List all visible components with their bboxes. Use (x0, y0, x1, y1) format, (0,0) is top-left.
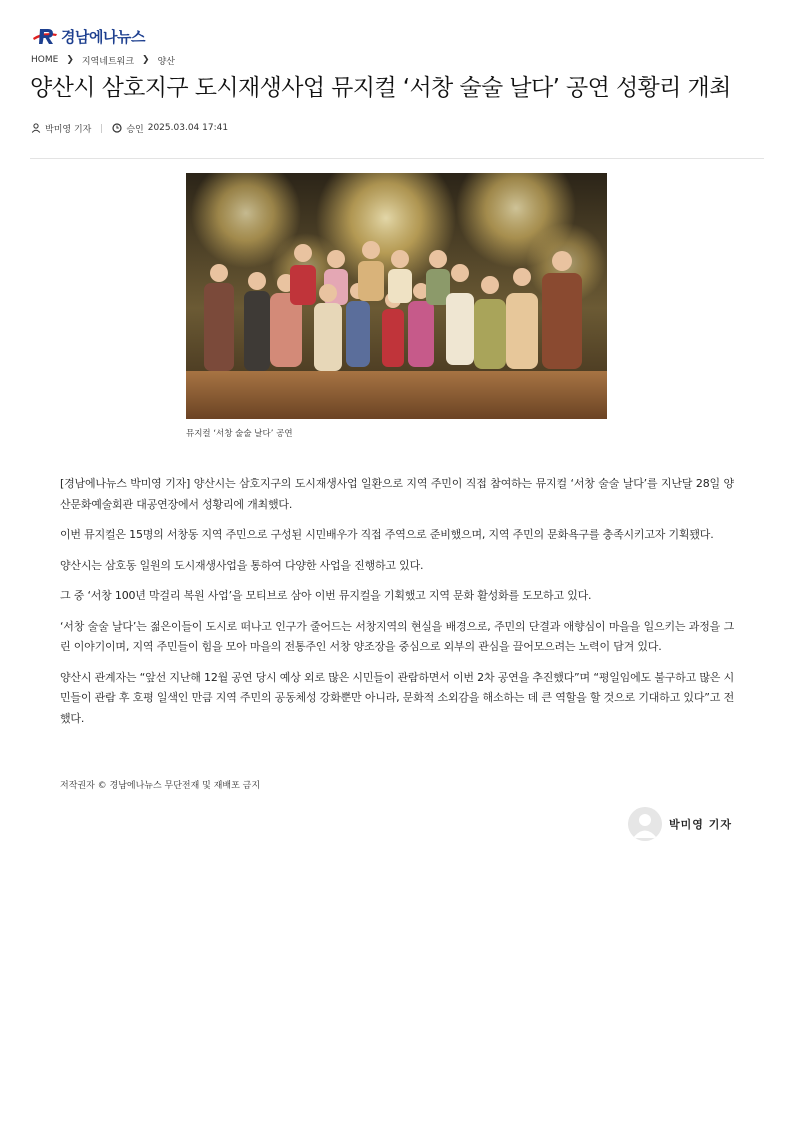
article-body (60, 474, 734, 739)
article-paragraph: [경남에나뉴스 박미영 기자] 양산시는 삼호지구의 도시재생사업 일환으로 지역 주민이 직접 참여하는 뮤지컬 ‘서창 술술 날다’를 지난달 28일 양산문화예술회관 대공연장에서 성황리에 개최했다. (60, 477, 734, 511)
person-icon (31, 123, 41, 133)
article-title: 양산시 삼호지구 도시재생사업 뮤지컬 ‘서창 술술 날다’ 공연 성황리 개최 (30, 75, 731, 101)
author-name[interactable]: 박미영 기자 (45, 124, 92, 135)
logo-text: 경남에나뉴스 (61, 27, 145, 46)
article-paragraph: 이번 뮤지컬은 15명의 서창동 지역 주민으로 구성된 시민배우가 직접 주역으로 준비했으며, 지역 주민의 문화욕구를 충족시키고자 기획됐다. (60, 528, 714, 541)
site-logo[interactable] (31, 24, 145, 48)
avatar (628, 807, 662, 841)
clock-icon (112, 123, 122, 133)
article-paragraph: 양산시는 삼호동 일원의 도시재생사업을 통하여 다양한 사업을 진행하고 있다. (60, 558, 424, 572)
breadcrumb-region[interactable]: 양산 (157, 56, 175, 67)
logo-r-icon (31, 25, 59, 47)
article-photo[interactable] (186, 173, 607, 419)
article-paragraph: 양산시 관계자는 “앞선 지난해 12월 공연 당시 예상 외로 많은 시민들이 관람하면서 이번 2차 공연을 추진했다”며 “평일임에도 불구하고 많은 시민들이 관람 후 호평 일색인 만큼 지역 주민의 공동체성 강화뿐만 아니라, 문화적 소외감을 해소하는 데 큰 역할을 할 것으로 기대하고 있다”고 전했다. (60, 670, 734, 725)
breadcrumb-home[interactable]: HOME (31, 55, 59, 65)
reporter-name[interactable]: 박미영 기자 (669, 818, 732, 831)
approved-label: 승인 (126, 124, 144, 135)
breadcrumb (31, 53, 175, 67)
reporter-card[interactable] (628, 807, 732, 841)
article-paragraph: 그 중 ‘서창 100년 막걸리 복원 사업’을 모티브로 삼아 이번 뮤지컬을 기획했고 지역 문화 활성화를 도모하고 있다. (60, 589, 592, 602)
photo-caption: 뮤지컬 ‘서창 술술 날다’ 공연 (186, 429, 293, 439)
approved-date: 2025.03.04 17:41 (147, 123, 229, 133)
header-divider (30, 158, 764, 159)
byline-divider (101, 124, 102, 133)
article-paragraph: ‘서창 술술 날다’는 젊은이들이 도시로 떠나고 인구가 줄어드는 서창지역의 현실을 배경으로, 주민의 단결과 애향심이 마을을 일으키는 과정을 그린 이야기이며, 지역 주민들이 힘을 모아 마을의 전통주인 서창 양조장을 중심으로 외부의 관심을 끌어모으려는 노력이 담겨 있다. (60, 619, 734, 653)
chevron-right-icon: ❯ (142, 55, 150, 65)
breadcrumb-section[interactable]: 지역네트워크 (81, 56, 135, 67)
chevron-right-icon: ❯ (66, 55, 74, 65)
byline (31, 120, 228, 136)
copyright-notice: 저작권자 © 경남에나뉴스 무단전재 및 재배포 금지 (60, 781, 261, 791)
